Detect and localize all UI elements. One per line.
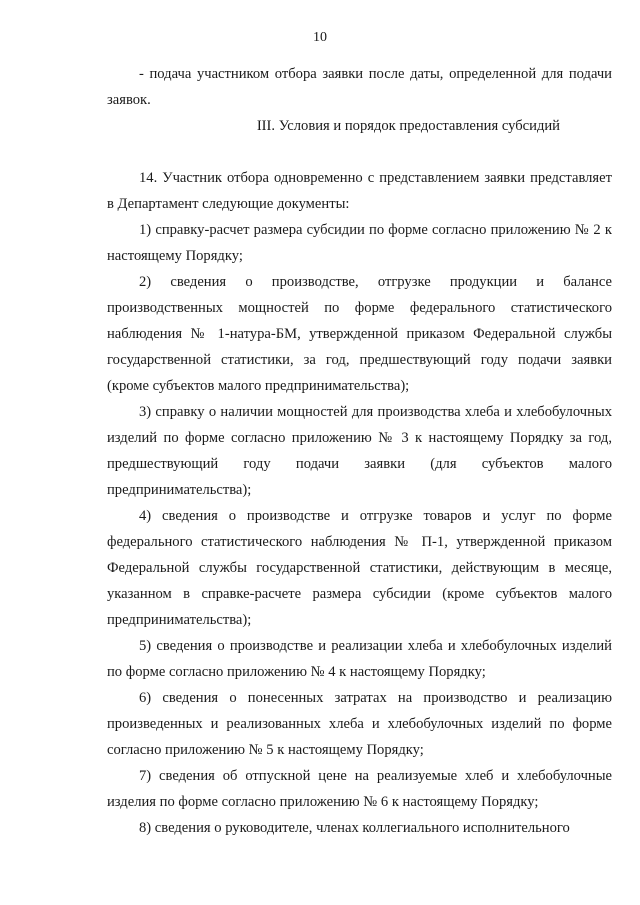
list-item-1: 1) справку-расчет размера субсидии по форме согласно приложению № 2 к настоящему Порядку;	[107, 222, 612, 264]
page-number: 10	[313, 30, 327, 45]
list-item-4: 4) сведения о производстве и отгрузке товаров и услуг по форме федерального статистического наблюдения № П-1, утвержденной приказом Федеральной службы государственной статистики, действующим в месяце, указанном в справке-расчете размера субсидии (кроме субъектов малого предпринимательства);	[107, 508, 612, 628]
heading-spacer	[107, 139, 612, 165]
document-body	[107, 61, 612, 841]
list-item-5: 5) сведения о производстве и реализации хлеба и хлебобулочных изделий по форме согласно приложению № 4 к настоящему Порядку;	[107, 638, 612, 680]
list-item-2: 2) сведения о производстве, отгрузке продукции и балансе производственных мощностей по форме федерального статистического наблюдения № 1-натура-БМ, утвержденной приказом Федеральной службы государственной статистики, за год, предшествующий году подачи заявки (кроме субъектов малого предпринимательства);	[107, 274, 612, 394]
list-item-6: 6) сведения о понесенных затратах на производство и реализацию произведенных и реализованных хлеба и хлебобулочных изделий по форме согласно приложению № 5 к настоящему Порядку;	[107, 690, 612, 758]
intro-line: - подача участником отбора заявки после даты, определенной для подачи заявок.	[107, 66, 612, 108]
section-heading: III. Условия и порядок предоставления субсидий	[256, 118, 560, 134]
paragraph-14: 14. Участник отбора одновременно с представлением заявки представляет в Департамент следующие документы:	[107, 170, 612, 212]
list-item-8: 8) сведения о руководителе, членах коллегиального исполнительного	[139, 820, 570, 836]
list-item-7: 7) сведения об отпускной цене на реализуемые хлеб и хлебобулочные изделия по форме согласно приложению № 6 к настоящему Порядку;	[107, 768, 612, 810]
list-item-3: 3) справку о наличии мощностей для производства хлеба и хлебобулочных изделий по форме согласно приложению № 3 к настоящему Порядку за год, предшествующий году подачи заявки (для субъектов малого предпринимательства);	[107, 404, 612, 498]
